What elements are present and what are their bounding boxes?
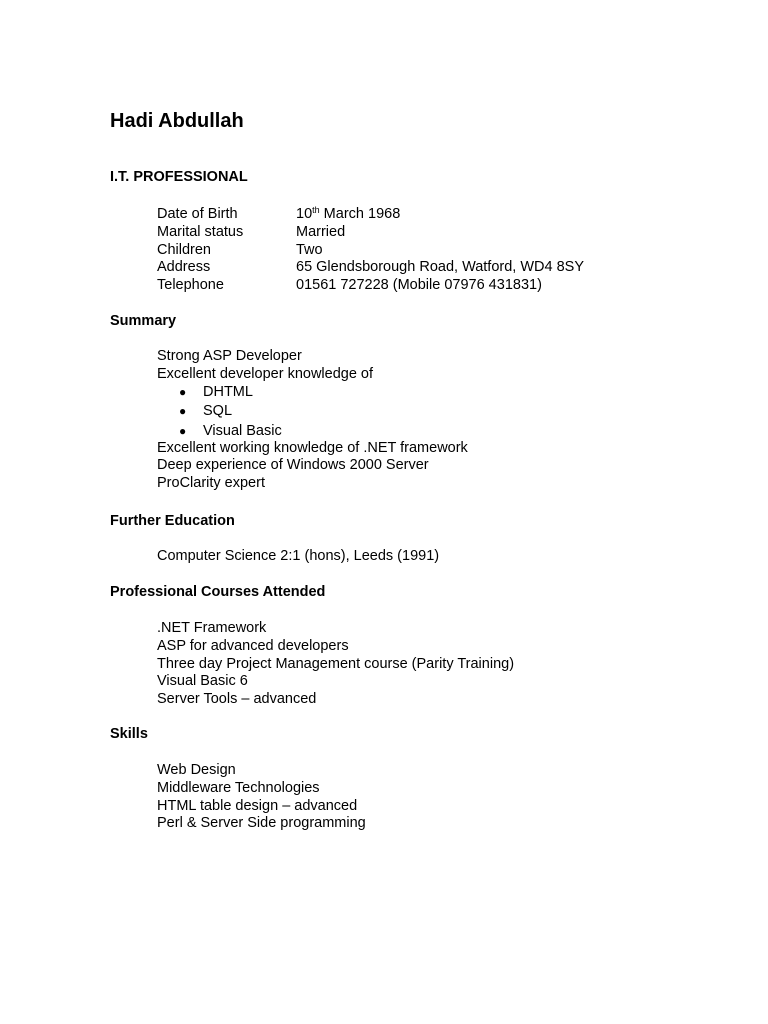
personal-row-dob — [157, 205, 584, 223]
dob-suffix: th — [312, 205, 320, 215]
summary-list — [157, 347, 468, 492]
summary-line: Deep experience of Windows 2000 Server — [157, 457, 429, 474]
marital-value: Married — [296, 223, 346, 240]
candidate-name: Hadi Abdullah — [110, 110, 244, 132]
bullet-icon: ● — [179, 384, 187, 399]
summary-line: Excellent working knowledge of .NET framework — [157, 439, 468, 456]
summary-heading: Summary — [110, 313, 177, 329]
bullet-text: SQL — [203, 403, 233, 420]
course-item: Visual Basic 6 — [157, 673, 248, 690]
course-item: ASP for advanced developers — [157, 637, 349, 654]
address-value: 65 Glendsborough Road, Watford, WD4 8SY — [296, 259, 585, 276]
personal-details — [157, 205, 584, 294]
bullet-icon: ● — [179, 423, 187, 438]
course-item: Three day Project Management course (Parity Training) — [157, 655, 515, 672]
skills-list — [157, 761, 366, 832]
summary-bullet — [157, 402, 468, 422]
course-item: Server Tools – advanced — [157, 691, 317, 708]
skill-item: Perl & Server Side programming — [157, 815, 366, 832]
summary-line: Excellent developer knowledge of — [157, 365, 374, 382]
courses-list — [157, 619, 514, 708]
skills-heading: Skills — [110, 726, 148, 742]
dob-day: 10 — [296, 206, 313, 222]
summary-line: Strong ASP Developer — [157, 348, 302, 364]
personal-row-telephone — [157, 276, 584, 294]
address-label: Address — [157, 259, 211, 276]
summary-bullet — [157, 422, 468, 439]
education-item: Computer Science 2:1 (hons), Leeds (1991) — [157, 548, 440, 564]
dob-label: Date of Birth — [157, 206, 238, 222]
skill-item: Middleware Technologies — [157, 779, 320, 796]
education-heading: Further Education — [110, 513, 235, 529]
bullet-text: Visual Basic — [203, 422, 282, 439]
bullet-text: DHTML — [203, 383, 253, 400]
skill-item: HTML table design – advanced — [157, 797, 358, 814]
bullet-icon: ● — [179, 404, 187, 419]
education-list — [157, 547, 439, 565]
telephone-label: Telephone — [157, 277, 224, 294]
course-item: .NET Framework — [157, 620, 267, 636]
summary-line: ProClarity expert — [157, 475, 265, 492]
professional-title: I.T. PROFESSIONAL — [110, 169, 248, 185]
children-label: Children — [157, 241, 211, 258]
skill-item: Web Design — [157, 762, 236, 778]
personal-row-marital — [157, 223, 584, 241]
courses-heading: Professional Courses Attended — [110, 584, 326, 600]
dob-rest: March 1968 — [319, 206, 401, 222]
personal-row-children — [157, 241, 584, 259]
children-value: Two — [296, 241, 323, 258]
dob-value — [296, 205, 400, 223]
telephone-value: 01561 727228 (Mobile 07976 431831) — [296, 277, 542, 294]
summary-bullet — [157, 383, 468, 403]
marital-label: Marital status — [157, 223, 244, 240]
personal-row-address — [157, 258, 584, 276]
